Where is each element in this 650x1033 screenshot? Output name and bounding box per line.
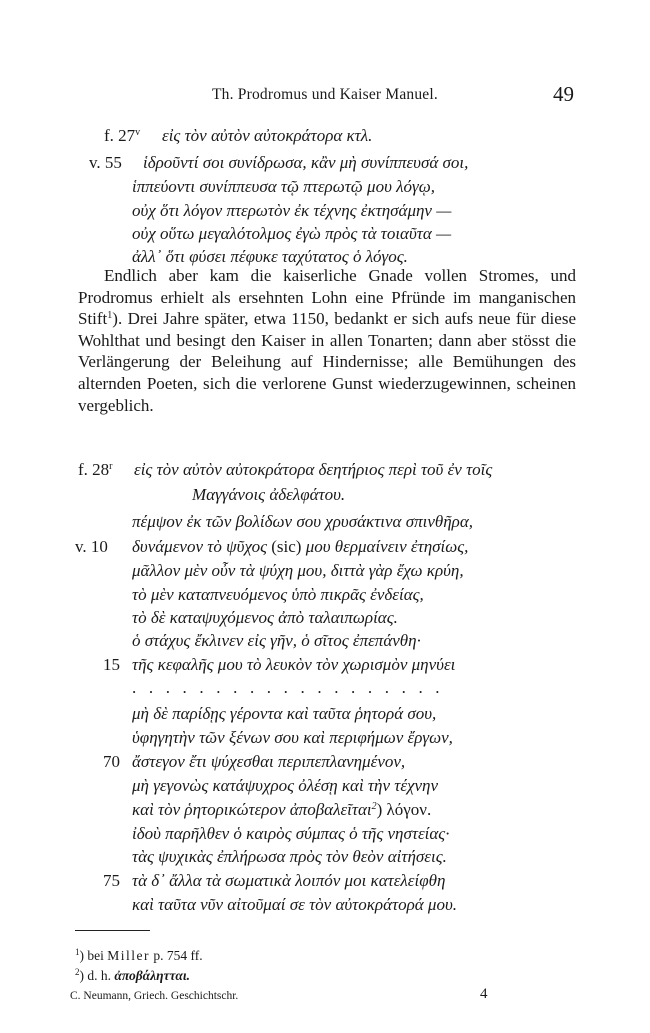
poem2-line: τὸ μὲν καταπνευόμενος ὑπὸ πικρᾶς ἐνδείας, [132,585,424,604]
poem1-verse-number: v. 55 [89,153,122,172]
poem2-verse-number: 75 [103,871,120,890]
poem2-title: εἰς τὸν αὐτὸν αὐτοκράτορα δεητήριος περὶ τοῦ ἐν τοῖς [134,460,493,479]
poem1-line: οὐχ οὕτω μεγαλότολμος ἐγὼ πρὸς τὰ τοιαῦτα — [132,224,452,243]
prose-paragraph: Endlich aber kam die kaiserliche Gnade vollen Stromes, und Prodromus erhielt als ersehnten Lohn eine Pfründe im manganischen Stift$^1$). Drei Jahre später, etwa 1150, bedankt er sich aufs neue für diese Wohlthat und besingt den Kaiser in allen Tonarten; dann aber stösst die Verlängerung der Beleihung auf Hindernisse; alle Bemühungen des alternden Poeten, sich die verlorene Gunst wiederzugewinnen, scheinen vergeblich. [78,266,576,415]
poem2-folio-label: f. 28$^r$ [78,460,113,479]
footnote: $^2$) d. h. ἀποβάλητται. [75,967,190,983]
poem2-line: καὶ ταῦτα νῦν αἰτοῦμαί σε τὸν αὐτοκράτορά μου. [132,895,458,914]
signature-number: 4 [480,986,488,1002]
poem2-line: ἰδοὺ παρῆλθεν ὁ καιρὸς σύμπας ὁ τῆς νηστείας· [132,824,450,843]
poem2-line: τῆς κεφαλῆς μου τὸ λευκὸν τὸν χωρισμὸν μηνύει [132,655,456,674]
poem1-line: οὐχ ὅτι λόγον πτερωτὸν ἐκ τέχνης ἐκτησάμην — [132,201,452,220]
poem2-line: τὰς ψυχικὰς ἐπλήρωσα πρὸς τὸν θεὸν αἰτήσεις. [132,847,447,866]
poem2-line: μᾶλλον μὲν οὖν τὰ ψύχη μου, διττὰ γὰρ ἔχω κρύη, [132,561,464,580]
poem2-line: τὰ δ᾽ ἄλλα τὰ σωματικὰ λοιπόν μοι κατελείφθη [132,871,446,890]
poem2-line: μὴ γεγονὼς κατάψυχρος ὀλέσῃ καὶ τὴν τέχνην [132,776,439,795]
page-number: 49 [553,82,574,106]
poem2-line: ὁ στάχυς ἔκλινεν εἰς γῆν, ὁ σῖτος ἐπεπάνθη· [132,631,421,650]
footnote-rule [75,930,150,931]
page-header [0,82,650,112]
poem1-line: ἱδροῦντί σοι συνίδρωσα, κἂν μὴ συνίππευσά σοι, [143,153,469,172]
poem2-line: ὑφηγητὴν τῶν ξένων σου καὶ περιφήμων ἔργων, [132,728,453,747]
omission-ellipsis: ................... [132,678,453,697]
poem2-line: δυνάμενον τὸ ψῦχος (sic) μου θερμαίνειν ἐτησίως, [132,537,469,556]
poem2-verse-number: 70 [103,752,120,771]
footnote: $^1$) bei Miller p. 754 ff. [75,947,203,963]
poem2-line: μὴ δὲ παρίδῃς γέροντα καὶ ταῦτα ῥητορά σου, [132,704,437,723]
poem2-line: πέμψον ἐκ τῶν βολίδων σου χρυσάκτινα σπινθῆρα, [132,512,474,531]
poem2-title-continued: Μαγγάνοις ἀδελφάτου. [192,485,346,504]
signature-mark: C. Neumann, Griech. Geschichtschr. [70,990,239,1002]
poem2-verse-number: 15 [103,655,120,674]
poem2-line: καὶ τὸν ῥητορικώτερον ἀποβαλεῖται$^2$) λόγον. [132,800,432,819]
poem2-line: ἄστεγον ἔτι ψύχεσθαι περιπεπλανημένον, [132,752,406,771]
poem1-line: ἀλλ᾽ ὅτι φύσει πέφυκε ταχύτατος ὁ λόγος. [132,247,408,266]
poem1-title: εἰς τὸν αὐτὸν αὐτοκράτορα κτλ. [162,126,373,145]
poem1-line: ἱππεύοντι συνίππευσα τῷ πτερωτῷ μου λόγῳ, [132,177,435,196]
poem2-line: τὸ δὲ καταψυχόμενος ἀπὸ ταλαιπωρίας. [132,608,398,627]
poem2-verse-number: v. 10 [75,537,108,556]
poem1-folio-label: f. 27$^v$ [104,126,141,145]
running-title: Th. Prodromus und Kaiser Manuel. [212,86,438,103]
